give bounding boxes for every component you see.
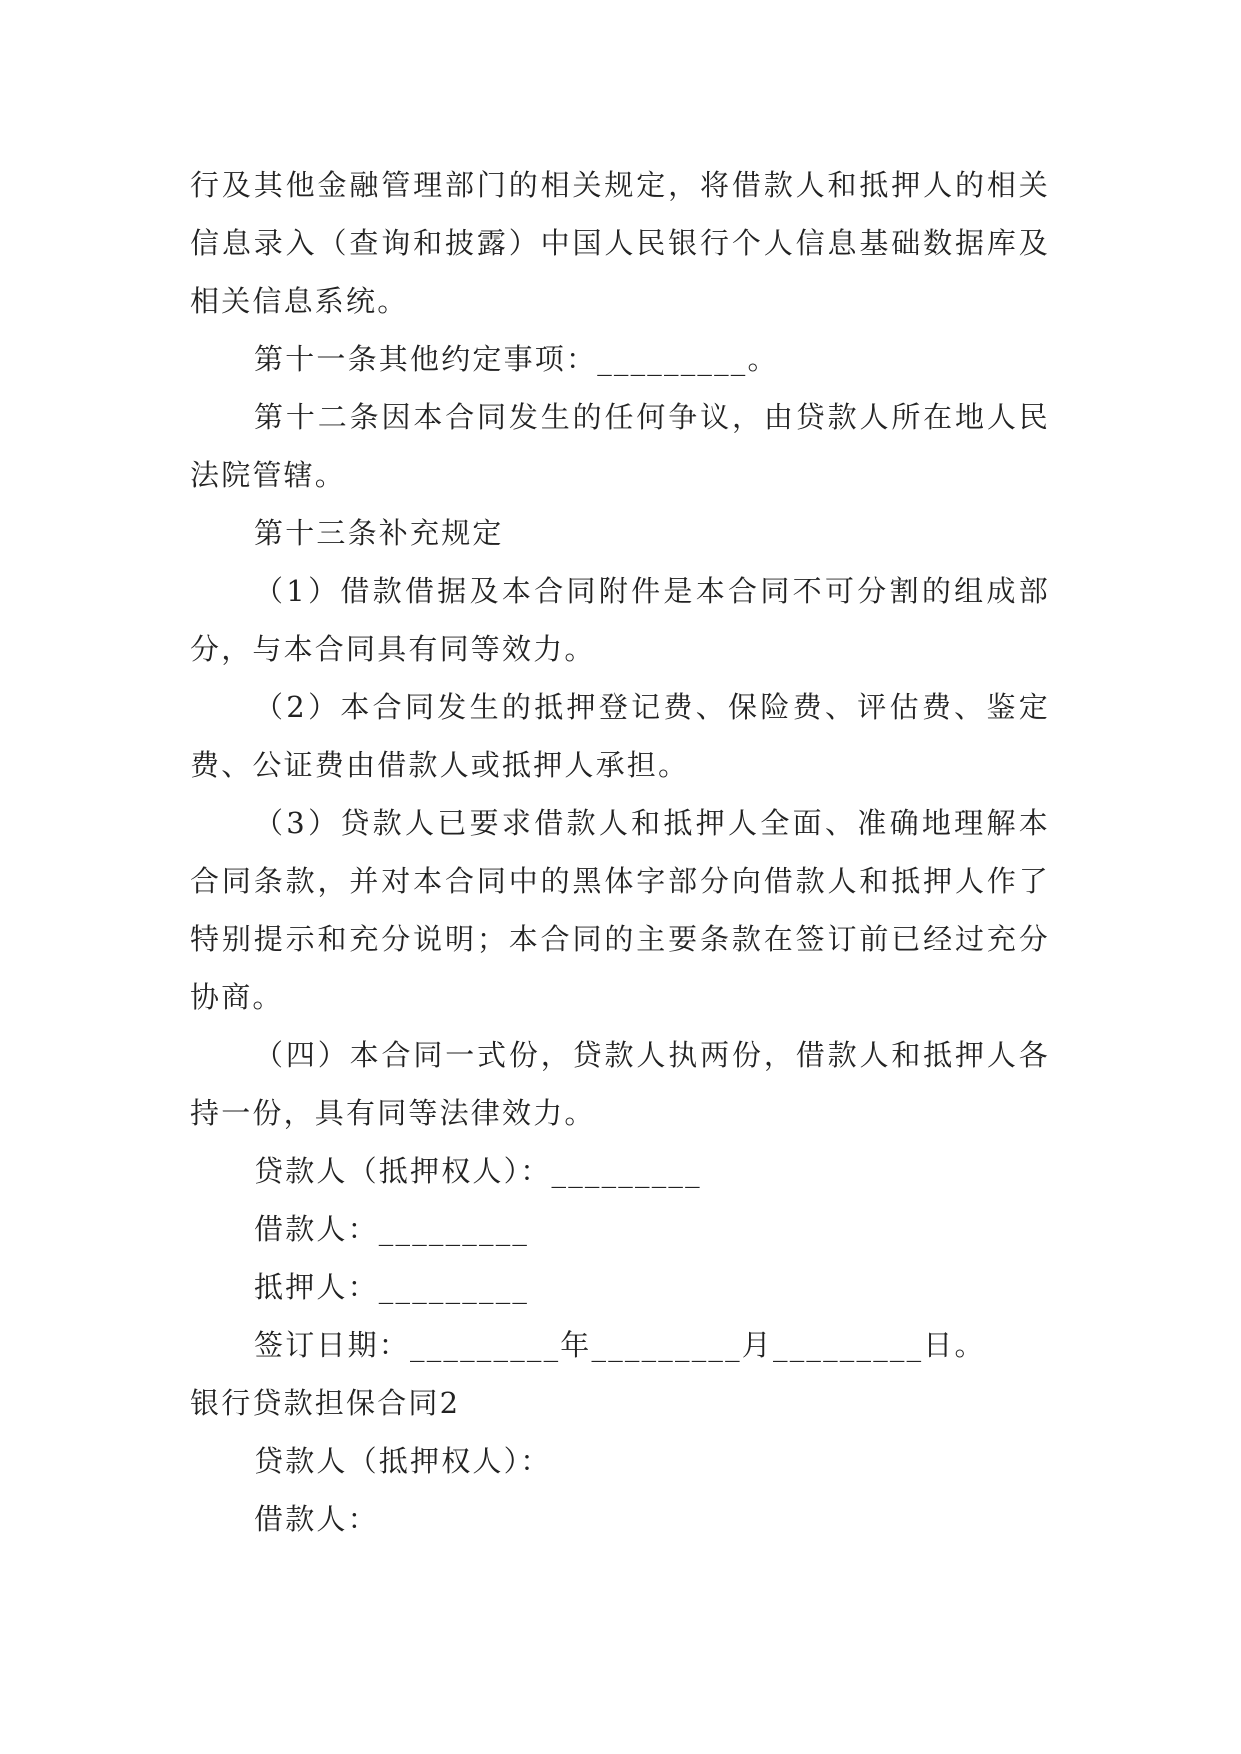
article-13-heading: 第十三条补充规定 xyxy=(254,516,504,550)
document-body xyxy=(190,156,1050,1548)
contract-2-lender: 贷款人（抵押权人）： xyxy=(254,1444,552,1478)
clause-2-fees: （2）本合同发生的抵押登记费、保险费、评估费、鉴定费、公证费由借款人或抵押人承担。 xyxy=(190,690,1050,782)
contract-2-borrower: 借款人： xyxy=(254,1502,379,1536)
clause-3-explanation: （3）贷款人已要求借款人和抵押人全面、准确地理解本合同条款，并对本合同中的黑体字部分向借款人和抵押人作了特别提示和充分说明；本合同的主要条款在签订前已经过充分协商。 xyxy=(190,806,1050,1014)
clause-1-attachments: （1）借款借据及本合同附件是本合同不可分割的组成部分，与本合同具有同等效力。 xyxy=(190,574,1050,666)
clause-4-copies: （四）本合同一式份，贷款人执两份，借款人和抵押人各持一份，具有同等法律效力。 xyxy=(190,1038,1050,1130)
signature-lender: 贷款人（抵押权人）：_________ xyxy=(254,1154,702,1188)
article-12-disputes: 第十二条因本合同发生的任何争议，由贷款人所在地人民法院管辖。 xyxy=(190,400,1050,492)
section-title-contract-2: 银行贷款担保合同2 xyxy=(190,1386,461,1420)
paragraph-continued-regulations: 行及其他金融管理部门的相关规定，将借款人和抵押人的相关信息录入（查询和披露）中国人民银行个人信息基础数据库及相关信息系统。 xyxy=(190,168,1050,318)
article-11-other-matters: 第十一条其他约定事项：_________。 xyxy=(254,342,779,376)
signature-mortgagor: 抵押人：_________ xyxy=(254,1270,530,1304)
signature-borrower: 借款人：_________ xyxy=(254,1212,530,1246)
signing-date: 签订日期：_________年_________月_________日。 xyxy=(254,1328,986,1362)
